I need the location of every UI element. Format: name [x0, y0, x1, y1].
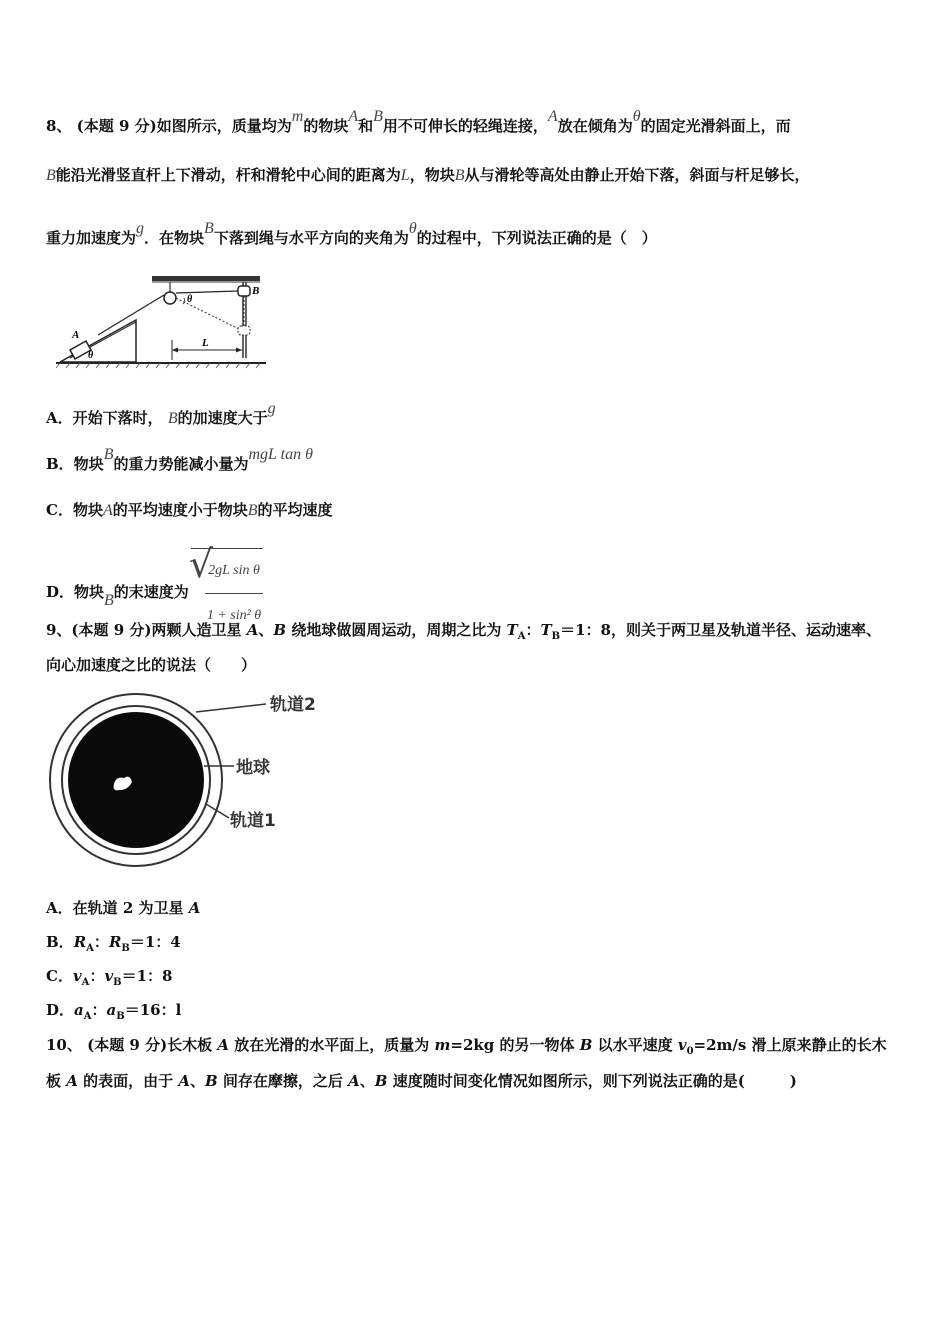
text: B．: [46, 933, 74, 951]
text: ＝1：4: [129, 933, 181, 951]
var-A: A: [246, 621, 259, 639]
text: A．开始下落时，: [46, 409, 163, 427]
text: 放在光滑的水平面上，质量为: [229, 1036, 435, 1054]
text: 速度随时间变化情况如图所示，则下列说法正确的是( ): [387, 1072, 797, 1090]
rope-dotted: [176, 298, 241, 330]
dim-arrow-right: [236, 348, 242, 353]
var-A: A: [217, 1036, 230, 1054]
q8-option-c: [46, 500, 333, 521]
text: =2kg 的另一物体: [450, 1036, 580, 1054]
text: ：: [91, 1001, 107, 1019]
q8-line-2: [46, 165, 810, 186]
text: C．物块: [46, 501, 103, 519]
angle-arc: [183, 298, 185, 304]
text: 、: [189, 1072, 205, 1090]
var-m: m: [434, 1036, 451, 1054]
incline-pulley-figure: [56, 270, 276, 374]
q9-option-d: [46, 1000, 181, 1023]
subscript: B: [116, 1011, 125, 1022]
text: 下落到绳与水平方向的夹角为: [213, 229, 409, 247]
q8-line-1: [46, 108, 791, 137]
var-B: B: [204, 1072, 218, 1090]
var-v: v: [104, 967, 114, 985]
var-B: B: [579, 1036, 593, 1054]
label-theta-incline: θ: [88, 350, 94, 361]
math-A: A: [102, 502, 113, 519]
text: B．物块: [46, 455, 104, 473]
math-g: g: [136, 220, 145, 237]
text: 板: [46, 1072, 67, 1090]
label-L: L: [202, 337, 209, 349]
text: 的过程中，下列说法正确的是（ ）: [416, 229, 657, 247]
var-A: A: [348, 1072, 360, 1090]
var-R: R: [108, 933, 122, 951]
label-orbit1: 轨道1: [230, 811, 276, 831]
text: =2m/s 滑上原来静止的长木: [693, 1036, 887, 1054]
q10-line-2: [46, 1071, 797, 1091]
math-L: L: [400, 167, 410, 184]
math-B: B: [204, 220, 214, 237]
subscript: A: [83, 1011, 92, 1022]
q9-option-a: [46, 898, 200, 918]
rope-horizontal: [176, 291, 238, 293]
var-A: A: [66, 1072, 78, 1090]
var-T: T: [540, 621, 552, 639]
var-A: A: [188, 899, 201, 917]
label-orbit2: 轨道2: [270, 695, 316, 715]
text: 、: [258, 621, 274, 639]
math-formula: mgL tan θ: [248, 446, 313, 463]
text: 的平均速度小于物块: [112, 501, 248, 519]
text: 10、 (本题 9 分)长木板: [46, 1036, 218, 1054]
text: ＝1：8: [121, 967, 173, 985]
label-B: B: [252, 285, 260, 297]
text: C．: [46, 967, 73, 985]
q8-line-3: [46, 220, 657, 249]
text: 的末速度为: [113, 583, 189, 601]
math-B: B: [373, 108, 383, 125]
text: 以水平速度: [592, 1036, 678, 1054]
label-A: A: [72, 329, 80, 341]
q9-option-c: [46, 966, 173, 989]
label-theta-pulley: θ: [187, 294, 193, 305]
q9-line-1: [46, 620, 881, 643]
denominator: 1 + sin² θ: [206, 608, 262, 623]
text: ．在物块: [144, 229, 205, 247]
var-v: v: [72, 967, 82, 985]
math-A: A: [348, 108, 359, 125]
var-a: a: [106, 1001, 117, 1019]
math-B: B: [167, 410, 178, 427]
var-a: a: [74, 1001, 84, 1019]
text: 8、 (本题 9 分)如图所示，质量均为: [46, 117, 292, 135]
incline: [60, 320, 136, 362]
var-B: B: [374, 1072, 388, 1090]
text: D．物块: [46, 583, 105, 601]
subscript: A: [517, 631, 526, 642]
subscript: A: [81, 977, 90, 988]
q8-option-a: [46, 400, 276, 429]
math-B: B: [104, 592, 114, 609]
math-g: g: [267, 400, 276, 417]
subscript: B: [121, 943, 130, 954]
var-R: R: [73, 933, 87, 951]
math-A: A: [547, 108, 558, 125]
dim-arrow-left: [172, 348, 178, 353]
text: 放在倾角为: [557, 117, 633, 135]
var-A: A: [178, 1072, 190, 1090]
text: ：: [525, 621, 541, 639]
math-theta: θ: [632, 108, 641, 125]
text: 的表面，由于: [77, 1072, 179, 1090]
text: 的平均速度: [257, 501, 333, 519]
text: A．在轨道 2 为卫星: [46, 899, 189, 917]
text: 能沿光滑竖直杆上下滑动，杆和滑轮中心间的距离为: [55, 166, 401, 184]
text: 的重力势能减小量为: [113, 455, 249, 473]
math-B: B: [454, 167, 465, 184]
q8-option-b: [46, 446, 313, 475]
q9-line-2: 向心加速度之比的说法（ ）: [46, 656, 257, 674]
text: 的物块: [303, 117, 349, 135]
text: ：: [93, 933, 109, 951]
text: 绕地球做圆周运动，周期之比为: [286, 621, 507, 639]
math-B: B: [247, 502, 258, 519]
orbit-figure: [44, 686, 334, 876]
numerator: √ 2gL sin θ: [205, 549, 263, 594]
text: 用不可伸长的轻绳连接，: [382, 117, 548, 135]
block-B: [238, 286, 250, 296]
subscript: B: [113, 977, 122, 988]
text: 的固定光滑斜面上，而: [640, 117, 791, 135]
var-B: B: [273, 621, 287, 639]
q9-option-b: [46, 932, 181, 955]
text: ＝16：l: [124, 1001, 182, 1019]
text: 、: [359, 1072, 375, 1090]
text: ：: [89, 967, 105, 985]
text: ＝1：8，则关于两卫星及轨道半径、运动速率、: [560, 621, 882, 639]
text: ，物块: [409, 166, 455, 184]
math-m: m: [291, 108, 304, 125]
var-v: v: [677, 1036, 687, 1054]
math-B: B: [103, 446, 114, 463]
math-theta: θ: [408, 220, 417, 237]
pulley: [164, 292, 176, 304]
text: 9、(本题 9 分)两颗人造卫星: [46, 621, 247, 639]
leader-orbit2: [196, 704, 266, 712]
var-T: T: [506, 621, 518, 639]
text: 的加速度大于: [177, 409, 268, 427]
subscript: A: [86, 943, 94, 954]
math-B: B: [46, 167, 56, 184]
earth: [68, 712, 204, 848]
text: 重力加速度为: [46, 229, 137, 247]
block-B-lower: [238, 326, 250, 335]
ceiling: [152, 276, 260, 281]
text: 和: [358, 117, 374, 135]
label-earth: 地球: [236, 758, 270, 778]
text: 间存在摩擦，之后: [217, 1072, 349, 1090]
subscript: B: [551, 631, 561, 642]
subscript: 0: [686, 1046, 694, 1057]
q10-line-1: [46, 1035, 887, 1058]
text: 从与滑轮等高处由静止开始下落，斜面与杆足够长，: [464, 166, 810, 184]
text: D．: [46, 1001, 75, 1019]
